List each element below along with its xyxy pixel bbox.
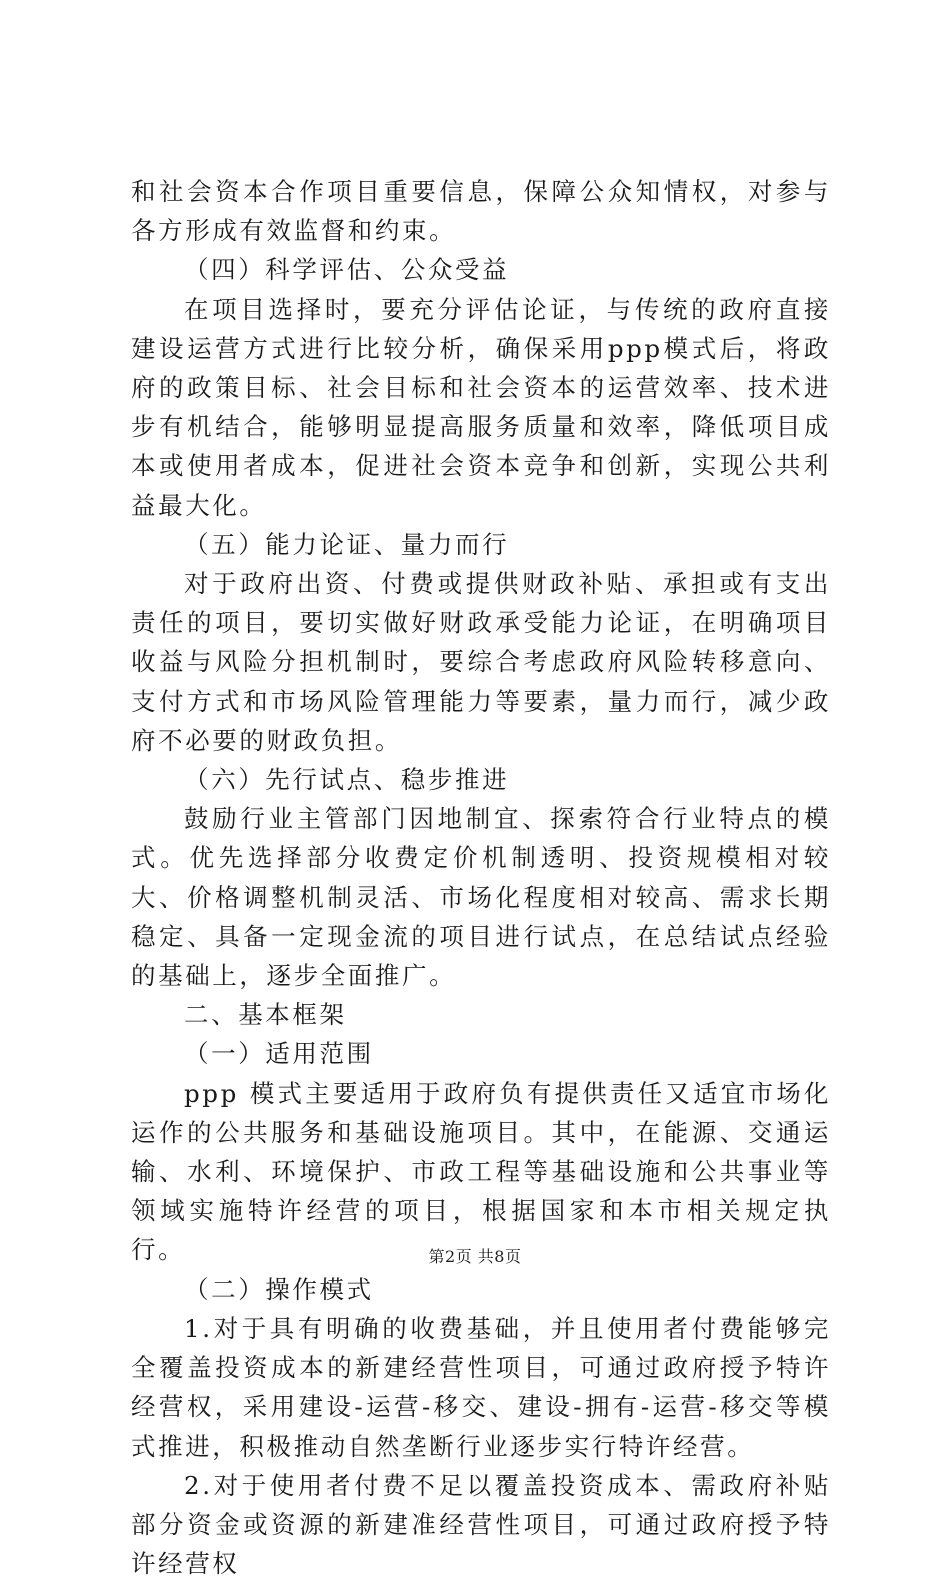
section-heading-5: （五）能力论证、量力而行	[184, 529, 510, 559]
paragraph-mode-2: 2.对于使用者付费不足以覆盖投资成本、需政府补贴部分资金或资源的新建准经营性项目，可通过政府授予特许经营权	[131, 1470, 831, 1579]
paragraph-mode-1: 1.对于具有明确的收费基础，并且使用者付费能够完全覆盖投资成本的新建经营性项目，可通过政府授予特许经营权，采用建设-运营-移交、建设-拥有-运营-移交等模式推进，积极推动自然垄断行业逐步实行特许经营。	[131, 1313, 831, 1461]
paragraph-pilot-projects: 鼓励行业主管部门因地制宜、探索符合行业特点的模式。优先选择部分收费定价机制透明、投资规模相对较大、价格调整机制灵活、市场化程度相对较高、需求长期稳定、具备一定现金流的项目进行试点，在总结试点经验的基础上，逐步全面推广。	[131, 804, 831, 991]
document-body	[131, 172, 831, 1583]
chapter-heading-basic-framework: 二、基本框架	[184, 1000, 347, 1030]
section-heading-operation-mode: （二）操作模式	[184, 1274, 374, 1304]
section-heading-6: （六）先行试点、稳步推进	[184, 765, 510, 795]
section-heading-4: （四）科学评估、公众受益	[184, 255, 510, 285]
paragraph-capability-assessment: 对于政府出资、付费或提供财政补贴、承担或有支出责任的项目，要切实做好财政承受能力论证，在明确项目收益与风险分担机制时，要综合考虑政府风险转移意向、支付方式和市场风险管理能力等要素，量力而行，减少政府不必要的财政负担。	[131, 569, 831, 755]
paragraph-continuation: 和社会资本合作项目重要信息，保障公众知情权，对参与各方形成有效监督和约束。	[131, 177, 831, 246]
paragraph-scope: ppp 模式主要适用于政府负有提供责任又适宜市场化运作的公共服务和基础设施项目。其中，在能源、交通运输、水利、环境保护、市政工程等基础设施和公共事业等领域实施特许经营的项目，根据国家和本市相关规定执行。	[131, 1078, 831, 1265]
paragraph-scientific-evaluation: 在项目选择时，要充分评估论证，与传统的政府直接建设运营方式进行比较分析，确保采用ppp模式后，将政府的政策目标、社会目标和社会资本的运营效率、技术进步有机结合，能够明显提高服务质量和效率，降低项目成本或使用者成本，促进社会资本竞争和创新，实现公共利益最大化。	[131, 294, 831, 520]
page-number-footer: 第2页 共8页	[428, 1247, 522, 1266]
section-heading-scope: （一）适用范围	[184, 1039, 374, 1069]
